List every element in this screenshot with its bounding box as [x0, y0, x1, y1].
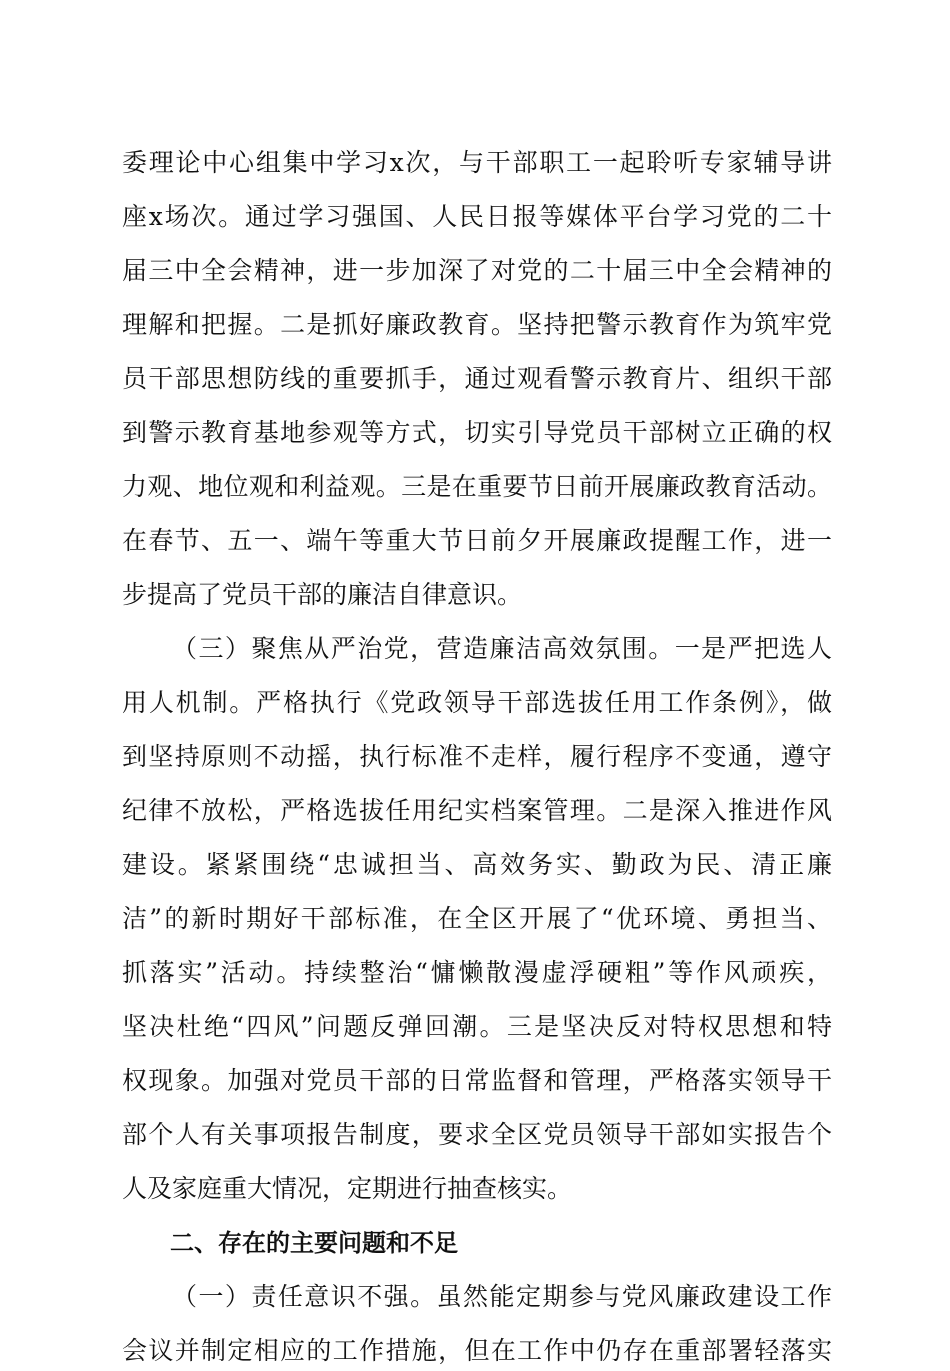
body-text-line: 部个人有关事项报告制度，要求全区党员领导干部如实报告个	[122, 1120, 832, 1149]
body-text-line: 纪律不放松，严格选拔任用纪实档案管理。二是深入推进作风	[122, 796, 832, 825]
body-text-line: 委理论中心组集中学习x次，与干部职工一起聆听专家辅导讲	[122, 148, 832, 177]
body-text-line: 会议并制定相应的工作措施，但在工作中仍存在重部署轻落实	[122, 1336, 832, 1365]
body-text-line: 在春节、五一、端午等重大节日前夕开展廉政提醒工作，进一	[122, 526, 832, 555]
body-text-line: 座x场次。通过学习强国、人民日报等媒体平台学习党的二十	[122, 202, 832, 231]
body-text-line: 抓落实”活动。持续整治“慵懒散漫虚浮硬粗”等作风顽疾，	[122, 958, 832, 987]
body-text-line: 理解和把握。二是抓好廉政教育。坚持把警示教育作为筑牢党	[122, 310, 832, 339]
body-text-line: 力观、地位观和利益观。三是在重要节日前开展廉政教育活动。	[122, 472, 832, 501]
body-text-line: 坚决杜绝“四风”问题反弹回潮。三是坚决反对特权思想和特	[122, 1012, 832, 1041]
body-text-line: 步提高了党员干部的廉洁自律意识。	[122, 580, 523, 609]
subsection-paragraph-start: （一）责任意识不强。虽然能定期参与党风廉政建设工作	[172, 1282, 832, 1311]
body-text-line: 人及家庭重大情况，定期进行抽查核实。	[122, 1174, 573, 1203]
body-text-line: 用人机制。严格执行《党政领导干部选拔任用工作条例》，做	[122, 688, 832, 717]
body-text-line: 到警示教育基地参观等方式，切实引导党员干部树立正确的权	[122, 418, 832, 447]
section-heading: 二、存在的主要问题和不足	[170, 1229, 458, 1257]
body-text-line: 届三中全会精神，进一步加深了对党的二十届三中全会精神的	[122, 256, 832, 285]
body-text-line: 权现象。加强对党员干部的日常监督和管理，严格落实领导干	[122, 1066, 832, 1095]
body-text-line: 洁”的新时期好干部标准，在全区开展了“优环境、勇担当、	[122, 904, 832, 933]
body-text-line: 员干部思想防线的重要抓手，通过观看警示教育片、组织干部	[122, 364, 832, 393]
body-text-line: 建设。紧紧围绕“忠诚担当、高效务实、勤政为民、清正廉	[122, 850, 832, 879]
section-paragraph-start: （三）聚焦从严治党，营造廉洁高效氛围。一是严把选人	[172, 634, 832, 663]
body-text-line: 到坚持原则不动摇，执行标准不走样，履行程序不变通，遵守	[122, 742, 832, 771]
